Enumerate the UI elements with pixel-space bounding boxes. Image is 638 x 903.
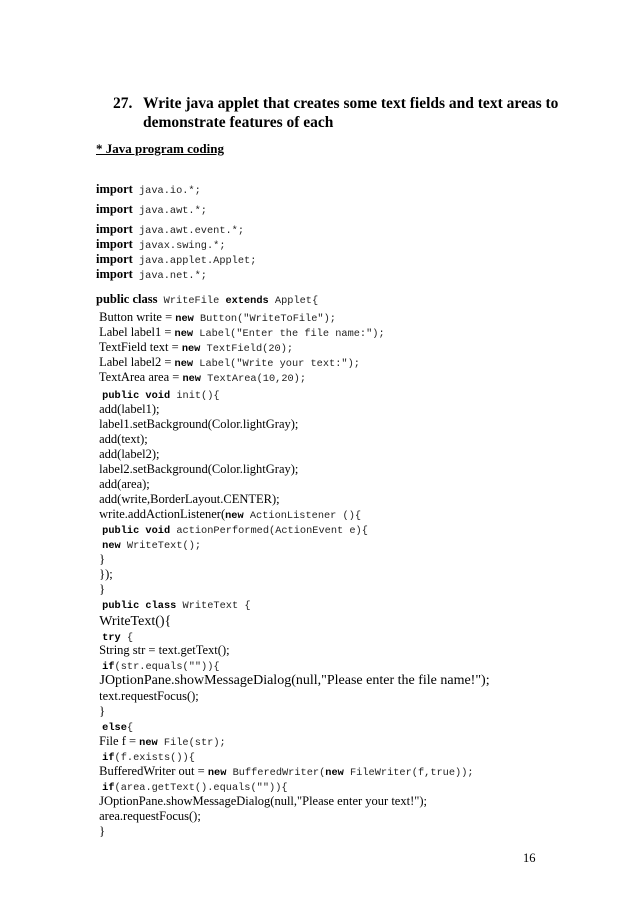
code-token: (area.getText().equals("")){ bbox=[114, 782, 288, 794]
code-token: import bbox=[96, 237, 133, 251]
code-token: ActionListener (){ bbox=[243, 510, 362, 522]
code-line bbox=[96, 476, 150, 492]
code-token: Label label1 = bbox=[96, 325, 175, 339]
code-token: JOptionPane.showMessageDialog(null,"Please enter your text!"); bbox=[96, 794, 427, 808]
code-token: else bbox=[96, 722, 127, 734]
code-token: java.io.*; bbox=[132, 185, 201, 197]
code-token: add(text); bbox=[96, 432, 148, 446]
code-token: Label("Write your text:"); bbox=[193, 358, 360, 370]
code-token: new bbox=[182, 373, 201, 385]
code-token: init(){ bbox=[170, 390, 220, 402]
code-token: java.awt.event.*; bbox=[132, 225, 245, 237]
code-token: } bbox=[96, 582, 106, 596]
code-token: public class bbox=[96, 292, 158, 306]
code-token: actionPerformed(ActionEvent e){ bbox=[170, 525, 368, 537]
code-token: public void bbox=[96, 390, 171, 402]
code-token: import bbox=[96, 182, 133, 196]
code-line bbox=[96, 181, 201, 199]
code-token: BufferedWriter out = bbox=[96, 764, 208, 778]
code-token: TextField(20); bbox=[200, 343, 294, 355]
code-token: JOptionPane.showMessageDialog(null,"Please enter the file name!"); bbox=[96, 673, 490, 688]
code-token: File f = bbox=[96, 734, 140, 748]
code-line bbox=[96, 491, 280, 507]
code-line bbox=[96, 446, 160, 462]
code-token: } bbox=[96, 552, 106, 566]
code-token: WriteText(){ bbox=[96, 614, 172, 629]
code-token: Button write = bbox=[96, 310, 176, 324]
code-token: { bbox=[120, 632, 134, 644]
code-token: java.net.*; bbox=[132, 270, 207, 282]
code-token: write.addActionListener( bbox=[96, 507, 226, 521]
code-token: public class bbox=[96, 600, 177, 612]
code-token: extends bbox=[225, 295, 269, 307]
code-token: public void bbox=[96, 525, 171, 537]
code-token: new bbox=[207, 767, 227, 779]
code-token: Applet{ bbox=[268, 295, 319, 307]
code-token: (str.equals("")){ bbox=[114, 661, 220, 673]
code-line bbox=[96, 431, 148, 447]
code-token: (f.exists()){ bbox=[114, 752, 195, 764]
code-line bbox=[96, 581, 105, 597]
code-line bbox=[96, 596, 251, 614]
code-token: FileWriter(f,true)); bbox=[343, 767, 474, 779]
code-token: TextArea area = bbox=[96, 370, 183, 384]
code-token: add(write,BorderLayout.CENTER); bbox=[96, 492, 280, 506]
code-line bbox=[96, 536, 201, 554]
code-token: new bbox=[139, 737, 158, 749]
code-token: TextField text = bbox=[96, 340, 182, 354]
code-token: if bbox=[96, 782, 115, 794]
code-line bbox=[96, 642, 230, 658]
code-line bbox=[96, 416, 298, 432]
code-token: new bbox=[225, 510, 244, 522]
code-line bbox=[96, 808, 201, 824]
code-token: Label label2 = bbox=[96, 355, 175, 369]
code-token: }); bbox=[96, 567, 113, 581]
code-token: } bbox=[96, 704, 106, 718]
code-token: label1.setBackground(Color.lightGray); bbox=[96, 417, 299, 431]
code-line bbox=[96, 793, 427, 809]
code-token: java.applet.Applet; bbox=[132, 255, 257, 267]
code-token: if bbox=[96, 661, 115, 673]
code-line bbox=[96, 703, 105, 719]
code-line bbox=[96, 266, 207, 284]
code-token: add(label1); bbox=[96, 402, 160, 416]
code-token: import bbox=[96, 267, 133, 281]
code-token: BufferedWriter( bbox=[226, 767, 326, 779]
code-token: import bbox=[96, 252, 133, 266]
code-token: WriteText { bbox=[176, 600, 251, 612]
code-token: TextArea(10,20); bbox=[201, 373, 307, 385]
code-token: area.requestFocus(); bbox=[96, 809, 201, 823]
page-number: 16 bbox=[523, 851, 536, 865]
code-token: text.requestFocus(); bbox=[96, 689, 199, 703]
question-text: Write java applet that creates some text fields and text areas to demonstrate features of each bbox=[143, 95, 559, 131]
code-token: javax.swing.*; bbox=[132, 240, 226, 252]
code-token: if bbox=[96, 752, 115, 764]
code-token: new bbox=[325, 767, 344, 779]
code-line bbox=[96, 823, 105, 839]
code-token: java.awt.*; bbox=[132, 205, 207, 217]
code-token: new bbox=[174, 358, 194, 370]
code-line bbox=[96, 401, 160, 417]
code-line bbox=[96, 461, 298, 477]
code-token: label2.setBackground(Color.lightGray); bbox=[96, 462, 299, 476]
code-line bbox=[96, 688, 199, 704]
section-subheading: * Java program coding bbox=[96, 141, 224, 156]
code-token: new bbox=[174, 328, 194, 340]
code-token: add(label2); bbox=[96, 447, 160, 461]
code-line bbox=[96, 369, 306, 387]
code-token: import bbox=[96, 202, 133, 216]
code-token: new bbox=[96, 540, 121, 552]
code-token: { bbox=[126, 722, 134, 734]
code-token: File(str); bbox=[157, 737, 226, 749]
code-token: Label("Enter the file name:"); bbox=[193, 328, 385, 340]
code-token: WriteFile bbox=[157, 295, 226, 307]
code-line bbox=[96, 672, 490, 689]
code-token: } bbox=[96, 824, 106, 838]
code-line bbox=[96, 551, 105, 567]
code-token: try bbox=[96, 632, 121, 644]
code-line bbox=[96, 291, 318, 309]
code-line bbox=[96, 566, 113, 582]
code-token: new bbox=[181, 343, 201, 355]
code-token: Button("WriteToFile"); bbox=[193, 313, 336, 325]
code-token: import bbox=[96, 222, 133, 236]
code-token: WriteText(); bbox=[120, 540, 202, 552]
question-number: 27. bbox=[113, 95, 133, 112]
code-token: new bbox=[175, 313, 194, 325]
code-line bbox=[96, 201, 207, 219]
code-token: add(area); bbox=[96, 477, 150, 491]
code-token: String str = text.getText(); bbox=[96, 643, 230, 657]
